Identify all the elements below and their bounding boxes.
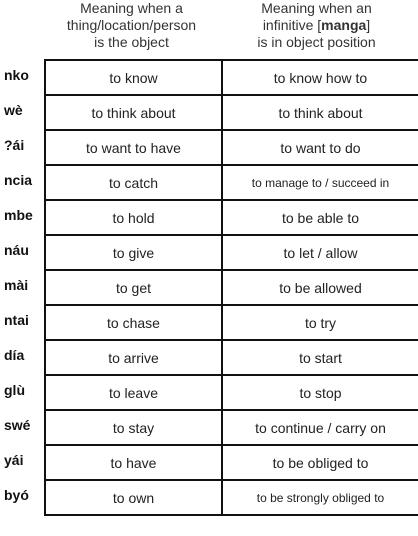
column-header-line: is the object [94, 34, 169, 50]
verb-label: glù [4, 382, 25, 398]
table-row [45, 130, 418, 165]
column-header-line: is in object position [257, 34, 376, 50]
table-row [45, 200, 418, 235]
meaning-table [44, 59, 418, 516]
verb-label: swé [4, 417, 31, 433]
thing-meaning-cell: to want to have [45, 130, 222, 165]
thing-meaning-cell: to chase [45, 305, 222, 340]
verb-label: ?ái [4, 137, 25, 153]
infinitive-meaning-cell: to think about [222, 95, 418, 130]
infinitive-meaning-cell: to start [222, 340, 418, 375]
table-row [45, 270, 418, 305]
column-header-thing-object [44, 0, 219, 58]
table-row [45, 60, 418, 95]
infinitive-meaning-cell: to be strongly obliged to [222, 480, 418, 515]
header-text: ] [366, 17, 371, 33]
verb-label: día [4, 347, 25, 363]
verb-label: mbe [4, 207, 33, 223]
infinitive-meaning-cell: to be obliged to [222, 445, 418, 480]
header-text: infinitive [ [262, 17, 322, 33]
infinitive-meaning-cell: to be allowed [222, 270, 418, 305]
table-row [45, 165, 418, 200]
thing-meaning-cell: to think about [45, 95, 222, 130]
infinitive-meaning-cell: to try [222, 305, 418, 340]
table-row [45, 305, 418, 340]
verb-label: wè [4, 102, 23, 118]
table-row [45, 340, 418, 375]
verb-label: yái [4, 452, 24, 468]
thing-meaning-cell: to leave [45, 375, 222, 410]
thing-meaning-cell: to give [45, 235, 222, 270]
infinitive-meaning-cell: to manage to / succeed in [222, 165, 418, 200]
verb-label: byó [4, 487, 29, 503]
thing-meaning-cell: to hold [45, 200, 222, 235]
thing-meaning-cell: to catch [45, 165, 222, 200]
table-row [45, 95, 418, 130]
infinitive-meaning-cell: to stop [222, 375, 418, 410]
header-keyword-manga: manga [321, 17, 367, 33]
column-header-infinitive-object [219, 0, 414, 58]
verb-label: nko [4, 67, 29, 83]
infinitive-meaning-cell: to continue / carry on [222, 410, 418, 445]
verb-label: mài [4, 277, 29, 293]
infinitive-meaning-cell: to want to do [222, 130, 418, 165]
thing-meaning-cell: to own [45, 480, 222, 515]
table-row [45, 235, 418, 270]
table-row [45, 375, 418, 410]
column-header-line: thing/location/person [66, 17, 197, 33]
thing-meaning-cell: to get [45, 270, 222, 305]
infinitive-meaning-cell: to know how to [222, 60, 418, 95]
column-header-line: Meaning when a [80, 0, 183, 16]
column-header-line [219, 17, 414, 34]
column-header-line: Meaning when an [261, 0, 372, 16]
thing-meaning-cell: to arrive [45, 340, 222, 375]
thing-meaning-cell: to have [45, 445, 222, 480]
table-row [45, 480, 418, 515]
verb-label: ntai [4, 312, 29, 328]
thing-meaning-cell: to stay [45, 410, 222, 445]
thing-meaning-cell: to know [45, 60, 222, 95]
table-row [45, 445, 418, 480]
verb-label: ncia [4, 172, 33, 188]
table-row [45, 410, 418, 445]
infinitive-meaning-cell: to let / allow [222, 235, 418, 270]
verb-column [0, 59, 44, 514]
infinitive-meaning-cell: to be able to [222, 200, 418, 235]
verb-label: náu [4, 242, 29, 258]
